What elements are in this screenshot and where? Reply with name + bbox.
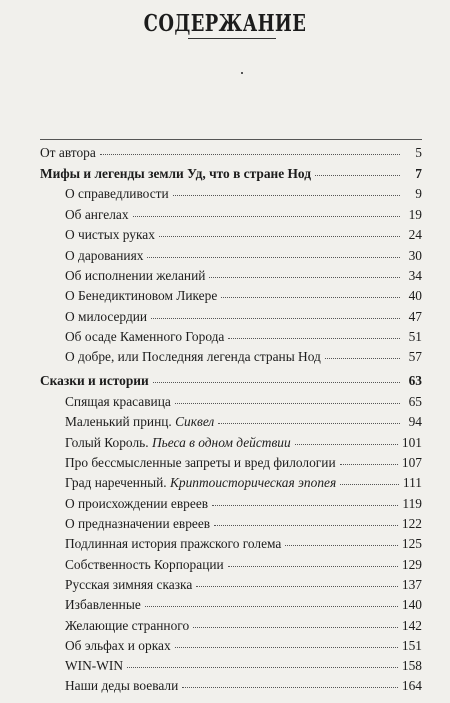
toc-entry <box>65 328 422 345</box>
toc-entry <box>65 495 422 512</box>
toc-entry-text: Спящая красавица <box>65 394 171 409</box>
toc-entry <box>65 206 422 223</box>
toc-section <box>40 372 422 389</box>
toc-entry-text: Сказки и истории <box>40 373 149 388</box>
dot-leader <box>147 256 400 258</box>
dot-leader <box>315 174 400 176</box>
toc-page-number: 19 <box>408 207 422 222</box>
dot-leader <box>159 235 400 237</box>
toc-entry-text: О добре, или Последняя легенда страны Нод <box>65 349 321 364</box>
toc-entry-title <box>65 206 129 223</box>
toc-entry <box>65 657 422 674</box>
toc-entry-title <box>65 287 217 304</box>
toc-entry <box>65 247 422 264</box>
dot-leader <box>133 215 400 217</box>
toc-entry-text: О происхождении евреев <box>65 496 209 511</box>
dot-leader <box>228 337 400 339</box>
toc-entry-title <box>65 677 178 694</box>
toc-page-number: 119 <box>402 496 422 511</box>
toc-entry-title <box>65 434 291 451</box>
toc-entry-text: От автора <box>40 145 96 160</box>
toc-page-number: 40 <box>408 288 422 303</box>
toc-entry-text: О чистых руках <box>65 227 155 242</box>
toc-entry-text: Об осаде Каменного Города <box>65 329 225 344</box>
toc-entry-title <box>65 657 123 674</box>
toc-page-number: 63 <box>408 373 422 388</box>
toc-entry-title <box>65 247 143 264</box>
dot-leader <box>340 483 399 485</box>
toc-entry-text: Русская зимняя сказка <box>65 577 193 592</box>
toc-entry-title <box>65 185 169 202</box>
dot-leader <box>196 585 398 587</box>
toc-entry-title <box>65 454 336 471</box>
dot-leader <box>153 381 400 383</box>
toc-page-number: 9 <box>415 186 422 201</box>
toc-entry <box>65 677 422 694</box>
toc-entry-title <box>65 596 141 613</box>
toc-entry-title <box>65 413 214 430</box>
toc-entry-title <box>65 535 281 552</box>
toc-entry <box>65 413 422 430</box>
toc-entry-text: Избавленные <box>65 597 141 612</box>
dot-leader <box>127 666 398 668</box>
toc-page-number: 30 <box>408 248 422 263</box>
toc-entry <box>65 267 422 284</box>
toc-page-number: 111 <box>402 475 422 490</box>
toc-entry-title <box>65 576 192 593</box>
toc-entry <box>65 287 422 304</box>
toc-entry-title <box>65 556 224 573</box>
toc-entry-text: Подлинная история пражского голема <box>65 536 282 551</box>
toc-entry-subtitle: Криптоисторическая эпопея <box>169 475 337 490</box>
toc-entry-text: Град нареченный. <box>65 475 170 490</box>
toc-entry-text: Желающие странного <box>65 618 190 633</box>
toc-entry <box>65 576 422 593</box>
toc-page-number: 142 <box>401 618 422 633</box>
toc-page-number: 94 <box>408 414 422 429</box>
toc-entry-text: О дарованиях <box>65 248 144 263</box>
toc-entry-text: О милосердии <box>65 309 148 324</box>
toc-entry-text: О Бенедиктиновом Ликере <box>65 288 218 303</box>
toc-entry <box>65 308 422 325</box>
title-underline <box>188 38 276 39</box>
toc-entry <box>65 434 422 451</box>
toc-entry-title <box>65 308 147 325</box>
toc-entry <box>65 515 422 532</box>
toc-page-number: 34 <box>408 268 422 283</box>
toc-page-number: 47 <box>408 309 422 324</box>
dot-leader <box>173 194 400 196</box>
dot-leader <box>340 463 398 465</box>
toc-entry <box>65 535 422 552</box>
toc-entry-text: Об ангелах <box>65 207 129 222</box>
toc-page-number: 7 <box>415 166 422 181</box>
dot-leader <box>228 565 398 567</box>
toc-entry-text: Наши деды воевали <box>65 678 179 693</box>
toc-entry <box>65 393 422 410</box>
toc-page-number: 140 <box>401 597 422 612</box>
dot-leader <box>295 443 398 445</box>
dot-leader <box>193 626 398 628</box>
toc-entry-text: Об эльфах и орках <box>65 638 171 653</box>
toc-page-number: 129 <box>401 557 422 572</box>
toc-page-number: 158 <box>401 658 422 673</box>
toc-entry-title <box>65 617 189 634</box>
toc-entry-title <box>65 348 321 365</box>
toc-entry-title <box>65 267 205 284</box>
toc-page-number: 137 <box>401 577 422 592</box>
toc-entry <box>65 637 422 654</box>
toc-page-number: 122 <box>401 516 422 531</box>
toc-page-number: 51 <box>408 329 422 344</box>
toc-entry <box>65 596 422 613</box>
toc-page-number: 101 <box>401 435 422 450</box>
ornament-dot <box>241 72 243 74</box>
toc-entry-title <box>65 637 171 654</box>
dot-leader <box>100 153 400 155</box>
toc-entry-title <box>65 226 155 243</box>
toc-entry-text: WIN-WIN <box>65 658 123 673</box>
toc-entry <box>65 226 422 243</box>
toc-entry-title <box>65 515 210 532</box>
dot-leader <box>214 524 398 526</box>
dot-leader <box>212 504 398 506</box>
toc-page-number: 151 <box>401 638 422 653</box>
toc-entry-text: Мифы и легенды земли Уд, что в стране Нод <box>40 166 312 181</box>
toc-entry-title <box>65 474 336 491</box>
toc-entry-text: О предназначении евреев <box>65 516 211 531</box>
toc-entry-title <box>40 165 311 182</box>
toc-entry-text: Собственность Корпорации <box>65 557 224 572</box>
dot-leader <box>285 544 398 546</box>
dot-leader <box>218 422 400 424</box>
toc-section <box>40 165 422 182</box>
toc-entry-text: О справедливости <box>65 186 169 201</box>
toc-entry <box>65 556 422 573</box>
toc-entry-text: Об исполнении желаний <box>65 268 206 283</box>
toc-section <box>40 144 422 161</box>
dot-leader <box>175 646 398 648</box>
toc-entry-subtitle: Пьеса в одном действии <box>151 435 291 450</box>
toc-entry-text: Голый Король. <box>65 435 152 450</box>
dot-leader <box>182 686 398 688</box>
dot-leader <box>221 296 400 298</box>
toc-entry-title <box>40 144 96 161</box>
toc-entry <box>65 454 422 471</box>
toc-page-number: 65 <box>408 394 422 409</box>
toc-entry <box>65 185 422 202</box>
toc-entry-subtitle: Сиквел <box>175 414 215 429</box>
toc-page-number: 125 <box>401 536 422 551</box>
toc-entry-text: Маленький принц. <box>65 414 176 429</box>
toc-page-number: 164 <box>401 678 422 693</box>
toc-page-number: 57 <box>408 349 422 364</box>
toc-entry-title <box>65 495 208 512</box>
dot-leader <box>209 276 400 278</box>
toc-entry-title <box>40 372 149 389</box>
toc-entry <box>65 348 422 365</box>
dot-leader <box>325 357 400 359</box>
toc-entry-title <box>65 393 171 410</box>
toc-entry-title <box>65 328 224 345</box>
page-title: СОДЕРЖАНИЕ <box>143 10 307 37</box>
toc-entry-text: Про бессмысленные запреты и вред филологии <box>65 455 336 470</box>
dot-leader <box>175 402 400 404</box>
toc-page-number: 107 <box>401 455 422 470</box>
toc-page-number: 5 <box>415 145 422 160</box>
toc-page-number: 24 <box>408 227 422 242</box>
toc-entry <box>65 474 422 491</box>
toc-entry <box>65 617 422 634</box>
top-rule <box>40 139 422 140</box>
dot-leader <box>145 605 398 607</box>
dot-leader <box>151 317 400 319</box>
